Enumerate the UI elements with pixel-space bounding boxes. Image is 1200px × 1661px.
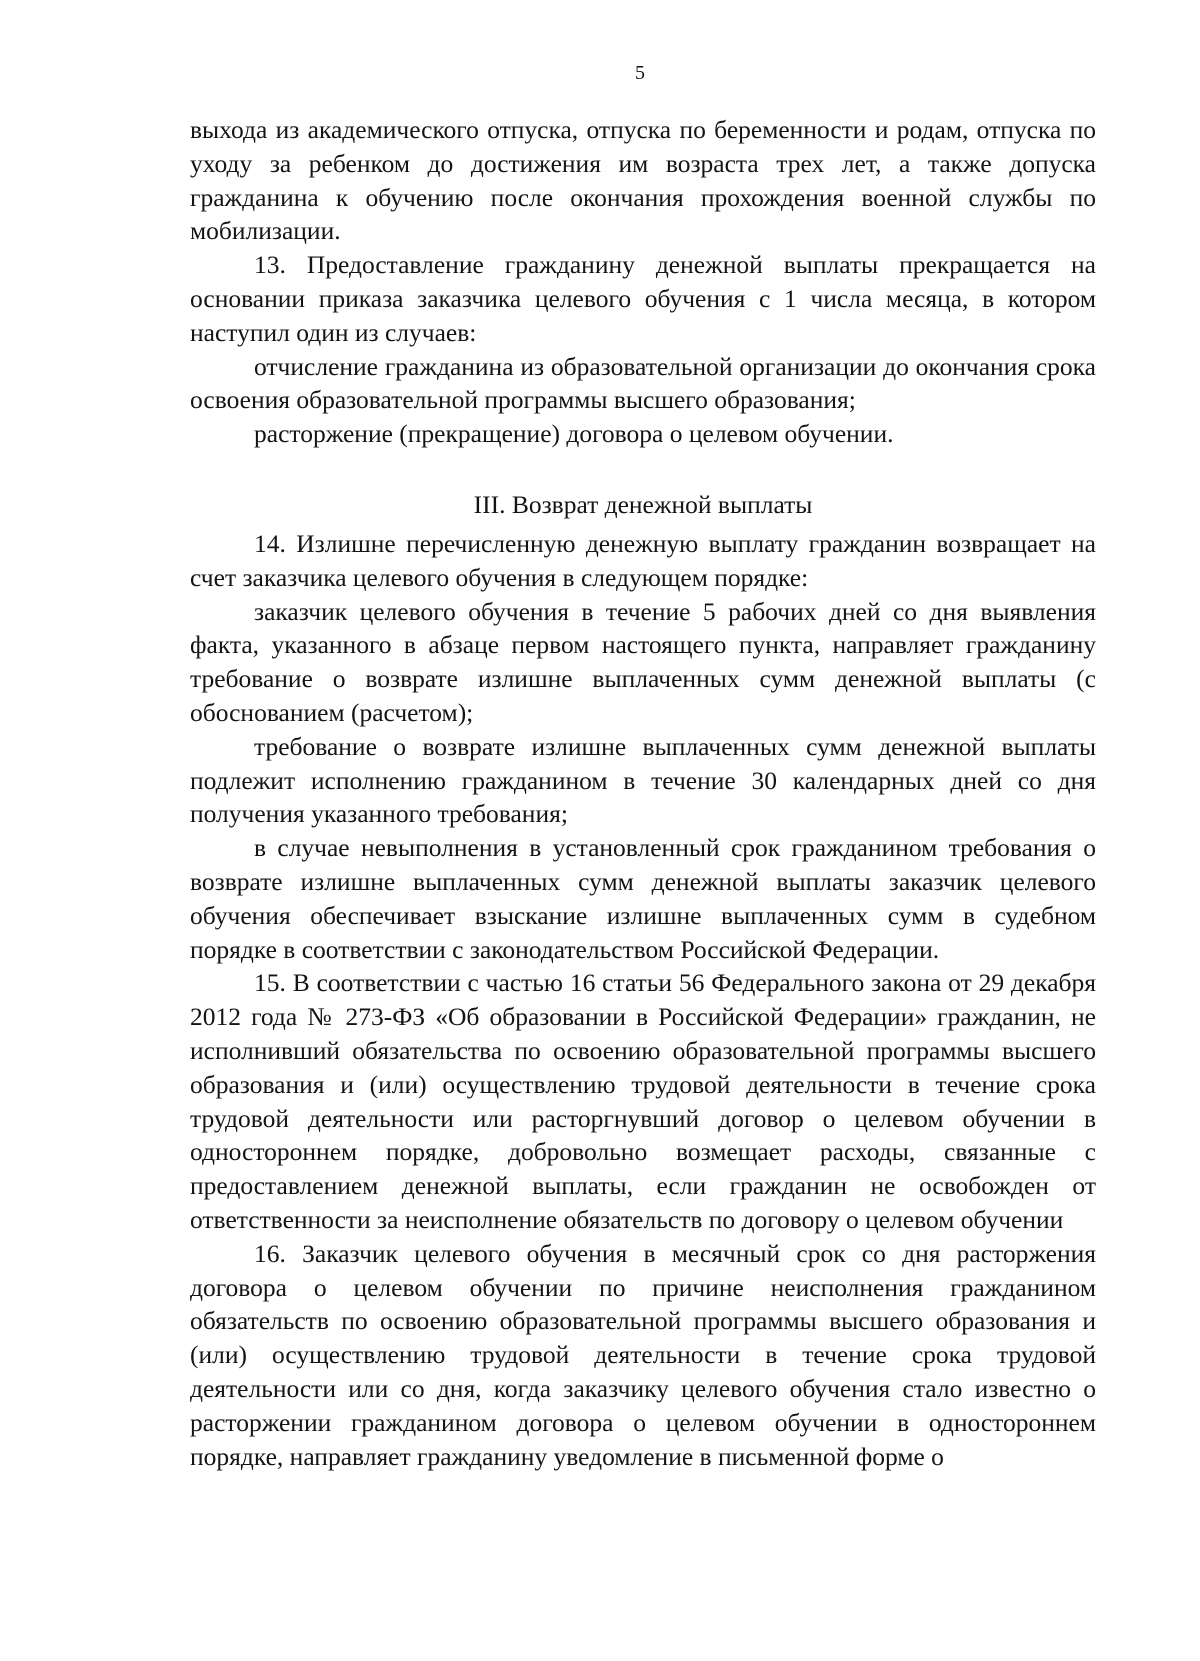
paragraph-14-item-2: требование о возврате излишне выплаченных сумм денежной выплаты подлежит исполнению гражданином в течение 30 календарных дней со дня получения указанного требования; xyxy=(190,731,1096,829)
text-block-bottom xyxy=(190,527,1096,1473)
paragraph-continuation: выхода из академического отпуска, отпуска по беременности и родам, отпуска по уходу за ребенком до достижения им возраста трех лет, а также допуска гражданина к обучению после окончания прохождения военной службы по мобилизации. xyxy=(190,115,1096,246)
paragraph-14: 14. Излишне перечисленную денежную выплату гражданин возвращает на счет заказчика целевого обучения в следующем порядке: xyxy=(190,529,1096,592)
paragraph-14-item-1: заказчик целевого обучения в течение 5 рабочих дней со дня выявления факта, указанного в абзаце первом настоящего пункта, направляет гражданину требование о возврате излишне выплаченных сумм денежной выплаты (с обоснованием (расчетом); xyxy=(190,596,1096,727)
section-title: III. Возврат денежной выплаты xyxy=(473,490,813,519)
text-block-top xyxy=(190,113,1096,451)
paragraph-15: 15. В соответствии с частью 16 статьи 56 Федерального закона от 29 декабря 2012 года № 273-ФЗ «Об образовании в Российской Федерации» гражданин, не исполнивший обязательства по освоению образовательной программы высшего образования и (или) осуществлению трудовой деятельности в течение срока трудовой деятельности или расторгнувший договор о целевом обучении в одностороннем порядке, добровольно возмещает расходы, связанные с предоставлением денежной выплаты, если гражданин не освобожден от ответственности за неисполнение обязательств по договору о целевом обучении xyxy=(190,968,1096,1234)
page-number: 5 xyxy=(635,62,645,84)
paragraph-14-item-3: в случае невыполнения в установленный срок гражданином требования о возврате излишне выплаченных сумм денежной выплаты заказчик целевого обучения обеспечивает взыскание излишне выплаченных сумм в судебном порядке в соответствии с законодательством Российской Федерации. xyxy=(190,833,1096,964)
paragraph-16: 16. Заказчик целевого обучения в месячный срок со дня расторжения договора о целевом обучении по причине неисполнения гражданином обязательств по освоению образовательной программы высшего образования и (или) осуществлению трудовой деятельности в течение срока трудовой деятельности или со дня, когда заказчику целевого обучения стало известно о расторжении гражданином договора о целевом обучении в одностороннем порядке, направляет гражданину уведомление в письменной форме о xyxy=(190,1238,1096,1471)
paragraph-13: 13. Предоставление гражданину денежной выплаты прекращается на основании приказа заказчика целевого обучения с 1 числа месяца, в котором наступил один из случаев: xyxy=(190,250,1096,347)
paragraph-13-case-2: расторжение (прекращение) договора о целевом обучении. xyxy=(254,419,894,449)
paragraph-13-case-1: отчисление гражданина из образовательной организации до окончания срока освоения образовательной программы высшего образования; xyxy=(190,351,1096,415)
